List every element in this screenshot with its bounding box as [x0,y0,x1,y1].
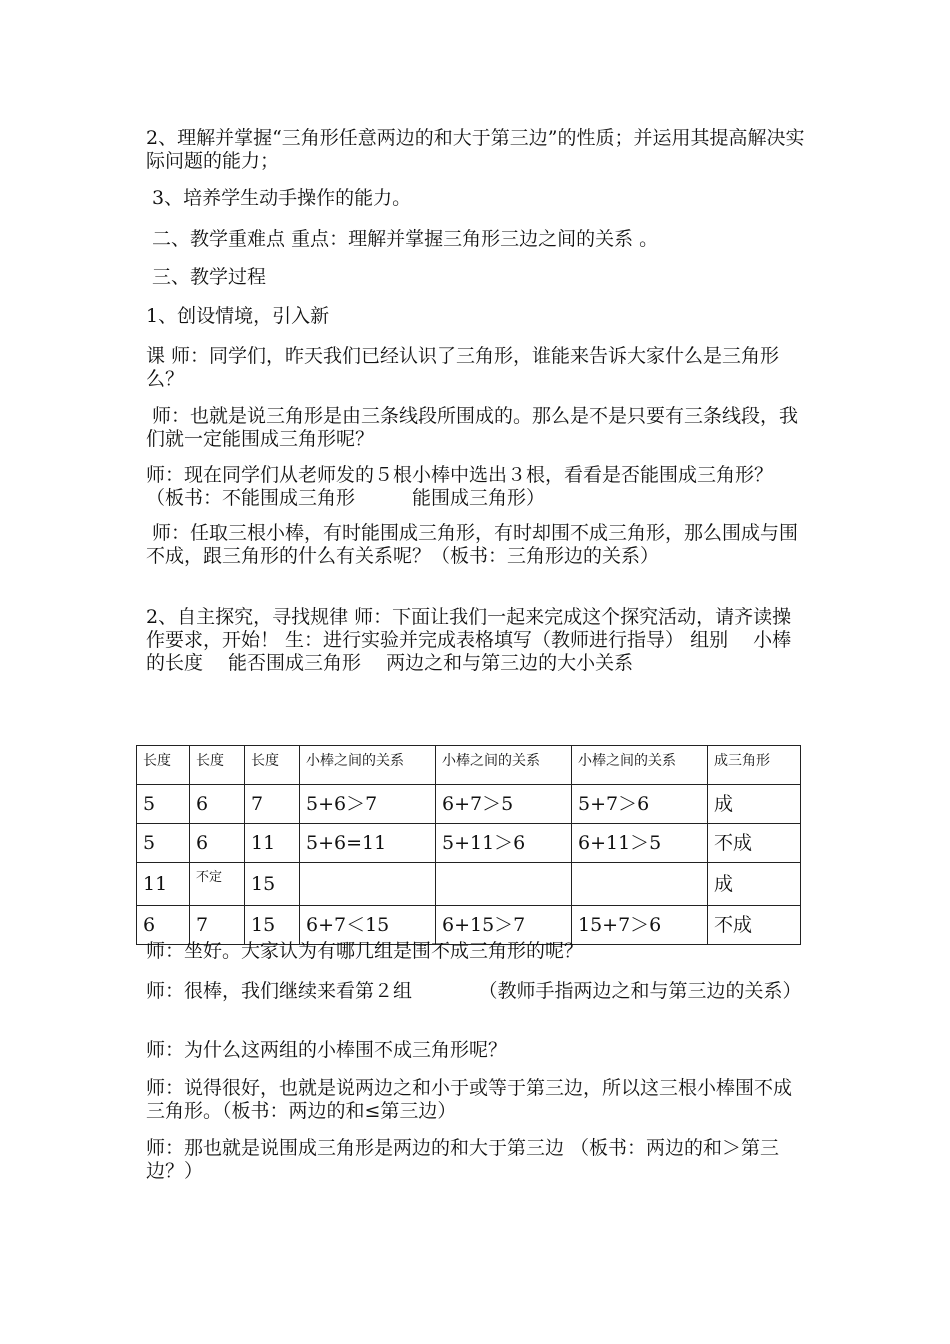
table-cell: 6+7＜15 [300,906,436,945]
header-cell: 长度 [190,746,245,785]
table-cell: 6+15＞7 [436,906,572,945]
table-cell: 11 [137,863,190,906]
table-cell: 5 [137,785,190,824]
paragraph-objective-3: 3、培养学生动手操作的能力。 [146,187,412,209]
table-cell: 6+7＞5 [436,785,572,824]
table-cell: 6 [137,906,190,945]
table-cell: 成 [708,863,801,906]
table-cell: 6+11＞5 [572,824,708,863]
table-cell [436,863,572,906]
table-cell [572,863,708,906]
table-row [137,785,801,824]
table-cell: 5 [137,824,190,863]
table-cell: 不成 [708,824,801,863]
paragraph-teacher-5: 师：坐好。大家认为有哪几组是围不成三角形的呢？ [146,940,584,962]
table-cell: 7 [190,906,245,945]
table-cell: 15 [245,906,300,945]
paragraph-step-2: 2、自主探究，寻找规律 师：下面让我们一起来完成这个探究活动，请齐读操作要求，开始！ 生：进行实验并完成表格填写（教师进行指导） 组别 小棒的长度 能否围成三角形 两边之和与第三边的大小关系 [146,606,792,674]
header-cell: 长度 [245,746,300,785]
paragraph-step-1: 1、创设情境，引入新 [146,305,330,327]
table-cell: 6 [190,824,245,863]
table-cell: 11 [245,824,300,863]
header-cell: 长度 [137,746,190,785]
paragraph-teacher-1: 课 师：同学们，昨天我们已经认识了三角形，谁能来告诉大家什么是三角形么？ [146,345,780,390]
paragraph-teacher-9: 师：那也就是说围成三角形是两边的和大于第三边 （板书：两边的和＞第三边？） [146,1137,780,1182]
heading-teaching-process: 三、教学过程 [146,266,267,288]
paragraph-teacher-3: 师：现在同学们从老师发的５根小棒中选出３根，看看是否能围成三角形？ （板书：不能围成三角形 能围成三角形） [146,464,780,509]
table-cell: 成 [708,785,801,824]
table-cell: 不定 [190,863,245,906]
table-row [137,824,801,863]
table-cell: 5+7＞6 [572,785,708,824]
paragraph-teacher-7: 师：为什么这两组的小棒围不成三角形呢？ [146,1039,508,1061]
heading-key-points: 二、教学重难点 重点：理解并掌握三角形三边之间的关系 。 [146,228,659,250]
table-row [137,863,801,906]
table-cell: 15 [245,863,300,906]
table-row [137,906,801,945]
paragraph-objective-2: 2、理解并掌握“三角形任意两边的和大于第三边”的性质；并运用其提高解决实际问题的能力； [146,127,805,172]
table-header-row [137,746,801,785]
table-cell: 不成 [708,906,801,945]
table-cell: 5+6＞7 [300,785,436,824]
paragraph-teacher-2: 师：也就是说三角形是由三条线段所围成的。那么是不是只要有三条线段，我们就一定能围成三角形呢？ [146,405,799,450]
table-cell: 5+6=11 [300,824,436,863]
header-cell: 小棒之间的关系 [572,746,708,785]
table-cell: 5+11＞6 [436,824,572,863]
table-cell: 7 [245,785,300,824]
header-cell: 小棒之间的关系 [436,746,572,785]
paragraph-teacher-8: 师：说得很好，也就是说两边之和小于或等于第三边，所以这三根小棒围不成三角形。（板书：两边的和≤第三边） [146,1077,793,1122]
table-cell: 6 [190,785,245,824]
stick-lengths-table [136,745,801,945]
header-cell: 小棒之间的关系 [300,746,436,785]
paragraph-teacher-6: 师：很棒，我们继续来看第２组 （教师手指两边之和与第三边的关系） [146,980,802,1002]
table-cell: 15+7＞6 [572,906,708,945]
header-cell: 成三角形 [708,746,801,785]
paragraph-teacher-4: 师：任取三根小棒，有时能围成三角形，有时却围不成三角形，那么围成与围不成，跟三角形的什么有关系呢？（板书：三角形边的关系） [146,522,799,567]
table-cell [300,863,436,906]
